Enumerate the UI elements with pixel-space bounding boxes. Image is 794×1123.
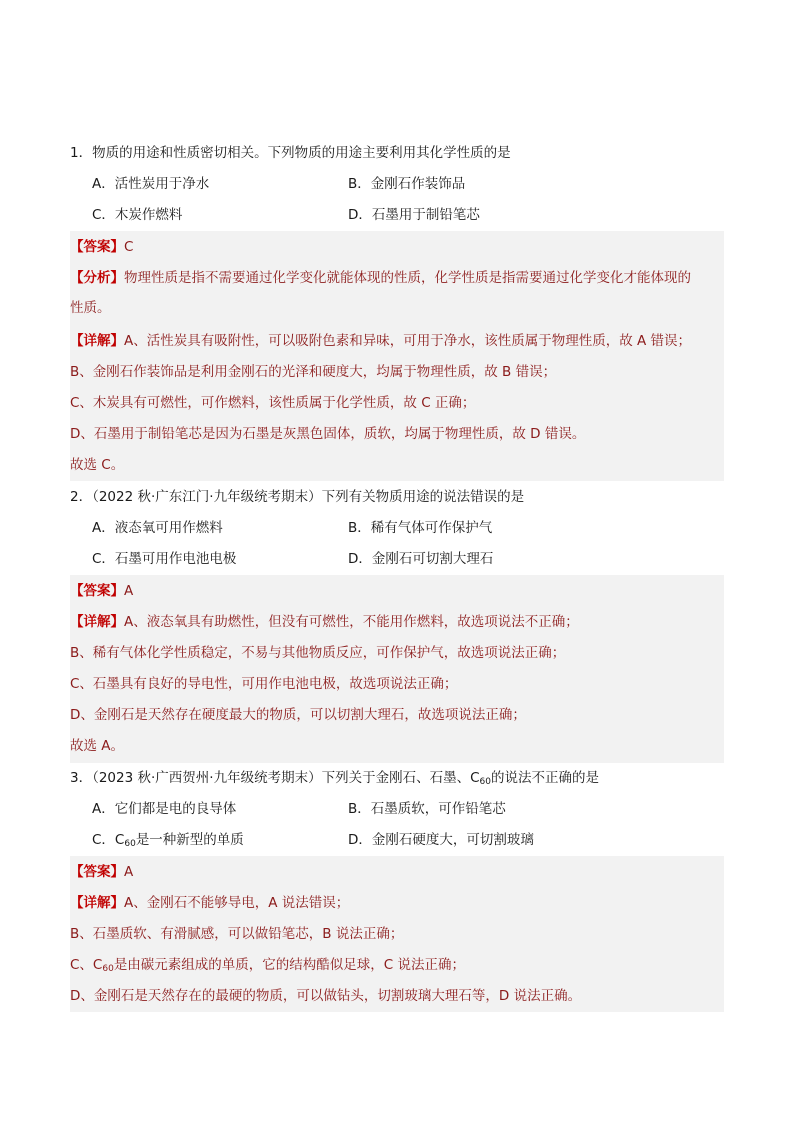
q1-stem: 1．物质的用途和性质密切相关。下列物质的用途主要利用其化学性质的是 xyxy=(70,145,511,161)
q1-option-a: A．活性炭用于净水 xyxy=(92,176,210,192)
q3-option-c-text: C．C xyxy=(92,832,125,848)
answer-tag: 【答案】 xyxy=(70,864,124,880)
q3-option-b: B．石墨质软，可作铅笔芯 xyxy=(348,801,506,817)
q3-stem xyxy=(70,768,724,792)
q3-detail-line2: B、石墨质软、有滑腻感，可以做铅笔芯，B 说法正确； xyxy=(70,926,404,942)
q2-answer-value: A xyxy=(124,583,134,599)
answer-tag: 【答案】 xyxy=(70,239,124,255)
q2-option-d: D．金刚石可切割大理石 xyxy=(348,551,494,567)
q3-detail xyxy=(70,893,724,913)
q3-answer-block xyxy=(70,856,724,1012)
detail-tag: 【详解】 xyxy=(70,614,124,630)
q2-option-c: C．石墨可用作电池电极 xyxy=(92,551,237,567)
analysis-tag: 【分析】 xyxy=(70,270,124,286)
q3-stem-text: 3．（2023 秋·广西贺州·九年级统考期末）下列关于金刚石、石墨、C xyxy=(70,770,480,786)
q3-stem-subscript: 60 xyxy=(479,777,491,787)
q1-detail xyxy=(70,331,724,351)
q3-option-c-subscript: 60 xyxy=(124,839,136,849)
q3-option-c xyxy=(92,830,244,854)
q3-answer xyxy=(70,862,724,882)
q1-answer-value: C xyxy=(124,239,134,255)
q1-answer xyxy=(70,237,724,257)
q3-detail-line3-text-end: 是由碳元素组成的单质，它的结构酷似足球，C 说法正确； xyxy=(113,957,466,973)
q1-detail-line2: B、金刚石作装饰品是利用金刚石的光泽和硬度大，均属于物理性质，故 B 错误； xyxy=(70,364,557,380)
q1-option-d: D．石墨用于制铅笔芯 xyxy=(348,207,480,223)
q2-option-b: B．稀有气体可作保护气 xyxy=(348,520,493,536)
q3-detail-line4: D、金刚石是天然存在的最硬的物质，可以做钻头，切割玻璃大理石等，D 说法正确。 xyxy=(70,988,582,1004)
q3-option-c-text-end: 是一种新型的单质 xyxy=(135,832,244,848)
q3-detail-line1: A、金刚石不能够导电，A 说法错误； xyxy=(124,895,350,911)
answer-tag: 【答案】 xyxy=(70,583,124,599)
q3-detail-line3 xyxy=(70,955,724,979)
q1-conclusion: 故选 C。 xyxy=(70,457,125,473)
q1-analysis xyxy=(70,268,724,288)
q1-detail-line3: C、木炭具有可燃性，可作燃料，该性质属于化学性质，故 C 正确； xyxy=(70,395,476,411)
q1-option-b: B．金刚石作装饰品 xyxy=(348,176,466,192)
q2-detail xyxy=(70,612,724,632)
q2-conclusion: 故选 A。 xyxy=(70,738,125,754)
q3-option-d: D．金刚石硬度大，可切割玻璃 xyxy=(348,832,534,848)
q3-detail-line3-text: C、C xyxy=(70,957,103,973)
q3-stem-text-end: 的说法不正确的是 xyxy=(490,770,599,786)
q3-detail-line3-subscript: 60 xyxy=(102,964,114,974)
q1-analysis-line1: 物理性质是指不需要通过化学变化就能体现的性质，化学性质是指需要通过化学变化才能体现的 xyxy=(124,270,691,286)
q2-detail-line2: B、稀有气体化学性质稳定，不易与其他物质反应，可作保护气，故选项说法正确； xyxy=(70,645,566,661)
q1-detail-line1: A、活性炭具有吸附性，可以吸附色素和异味，可用于净水，该性质属于物理性质，故 A 错误； xyxy=(124,333,692,349)
detail-tag: 【详解】 xyxy=(70,333,124,349)
q1-analysis-line2: 性质。 xyxy=(70,300,111,316)
q1-answer-block xyxy=(70,231,724,481)
q3-option-a: A．它们都是电的良导体 xyxy=(92,801,237,817)
q1-detail-line4: D、石墨用于制铅笔芯是因为石墨是灰黑色固体，质软，均属于物理性质，故 D 错误。 xyxy=(70,426,586,442)
q2-answer-block xyxy=(70,575,724,763)
q2-option-a: A．液态氧可用作燃料 xyxy=(92,520,223,536)
detail-tag: 【详解】 xyxy=(70,895,124,911)
q2-detail-line3: C、石墨具有良好的导电性，可用作电池电极，故选项说法正确； xyxy=(70,676,458,692)
q2-stem: 2．（2022 秋·广东江门·九年级统考期末）下列有关物质用途的说法错误的是 xyxy=(70,489,525,505)
q2-detail-line4: D、金刚石是天然存在硬度最大的物质，可以切割大理石，故选项说法正确； xyxy=(70,707,526,723)
q2-detail-line1: A、液态氧具有助燃性，但没有可燃性，不能用作燃料，故选项说法不正确； xyxy=(124,614,579,630)
q2-answer xyxy=(70,581,724,601)
q3-answer-value: A xyxy=(124,864,134,880)
q1-option-c: C．木炭作燃料 xyxy=(92,207,183,223)
